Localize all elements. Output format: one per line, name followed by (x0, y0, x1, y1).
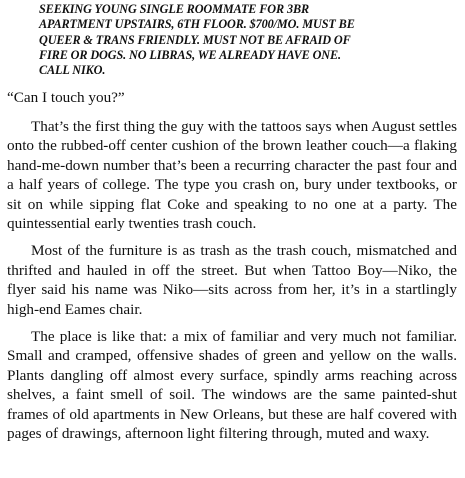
paragraph-3: The place is like that: a mix of familiar and very much not familiar. Small and cramped, offensive shades of green and yellow on the walls. Plants dangling off almost every surface, spindly arms reaching across shelves, a faint smell of soil. The windows are the same painted-shut frames of old apartments in New Orleans, but these are half covered with pages of drawings, afternoon light filtering through, muted and waxy. (7, 328, 457, 443)
paragraph-2: Most of the furniture is as trash as the trash couch, mismatched and thrifted and hauled in off the street. But when Tattoo Boy—Niko, the flyer said his name was Niko—sits across from her, it’s in a startlingly high-end Eames chair. (7, 242, 457, 318)
opening-dialogue: “Can I touch you?” (7, 89, 125, 107)
roommate-flyer-text: SEEKING YOUNG SINGLE ROOMMATE FOR 3BR APARTMENT UPSTAIRS, 6TH FLOOR. $700/MO. MUST BE QUEER & TRANS FRIENDLY. MUST NOT BE AFRAID OF FIRE OR DOGS. NO LIBRAS, WE ALREADY HAVE ONE. CALL NIKO. (39, 2, 355, 78)
paragraph-1: That’s the first thing the guy with the tattoos says when August settles onto the rubbed-off center cushion of the brown leather couch—a flaking hand-me-down number that’s been a recurring character the past four and a half years of college. The type you crash on, bury under textbooks, or sit on while sipping flat Coke and speaking to no one at a party. The quintessential early twenties trash couch. (7, 117, 457, 233)
